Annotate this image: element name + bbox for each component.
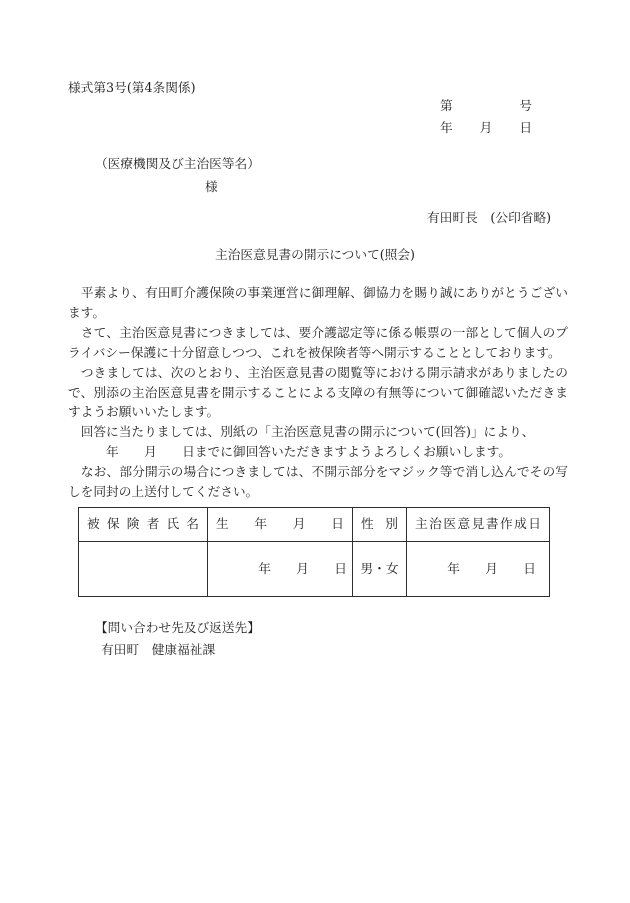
table-header-row xyxy=(79,508,550,542)
header-opinion-created-date: 主治医意見書作成日 xyxy=(407,508,550,542)
date-month-label: 月 xyxy=(479,120,493,135)
cell-opinion-created-date: 年 月 日 xyxy=(407,542,550,597)
recipient-name-placeholder: （医療機関及び主治医等名） xyxy=(95,156,260,171)
header-birth-date: 生年月日 xyxy=(208,508,353,542)
document-body xyxy=(68,283,568,502)
body-paragraph-reply-deadline: 年 月 日までに御回答いただきますようよろしくお願いします。 xyxy=(68,444,512,460)
document-number-suffix: 号 xyxy=(519,98,532,113)
body-paragraph-reply-form: 回答に当たりましては、別紙の「主治医意見書の開示について(回答)」により、 xyxy=(68,424,535,440)
cell-sex-options: 男・女 xyxy=(353,542,407,597)
document-number-prefix: 第 xyxy=(440,98,453,113)
sender-name: 有田町長 (公印省略) xyxy=(427,210,552,225)
contact-department: 有田町 健康福祉課 xyxy=(101,641,216,657)
form-number-label: 様式第3号(第4条関係) xyxy=(68,80,196,95)
date-year-label: 年 xyxy=(440,120,453,135)
body-paragraph-greeting: 平素より、有田町介護保険の事業運営に御理解、御協力を賜り誠にありがとうございます。 xyxy=(68,285,568,320)
document-date-line xyxy=(440,119,532,137)
table-data-row xyxy=(79,542,550,597)
document-title: 主治医意見書の開示について(照会) xyxy=(215,247,415,262)
contact-section xyxy=(95,617,260,660)
cell-birth-date: 年 月 日 xyxy=(208,542,353,597)
insured-person-table xyxy=(78,507,550,597)
header-sex: 性別 xyxy=(353,508,407,542)
document-number-line xyxy=(440,97,532,115)
recipient-honorific: 様 xyxy=(205,179,218,194)
date-day-label: 日 xyxy=(519,120,532,135)
body-paragraph-request: つきましては、次のとおり、主治医意見書の閲覧等における開示請求がありましたので、別添の主治医意見書を開示することによる支障の有無等について御確認いただきますようお願いいたします。 xyxy=(68,364,568,420)
header-insured-name: 被保険者氏名 xyxy=(79,508,208,542)
cell-insured-name-blank xyxy=(79,542,208,597)
contact-section-heading: 【問い合わせ先及び返送先】 xyxy=(95,620,260,635)
body-paragraph-partial-disclosure: なお、部分開示の場合につきましては、不開示部分をマジック等で消し込んでその写しを同封の上送付してください。 xyxy=(68,464,568,500)
body-paragraph-policy: さて、主治医意見書につきましては、要介護認定等に係る帳票の一部として個人のプライバシー保護に十分留意しつつ、これを被保険者等へ開示することとしております。 xyxy=(68,324,568,360)
